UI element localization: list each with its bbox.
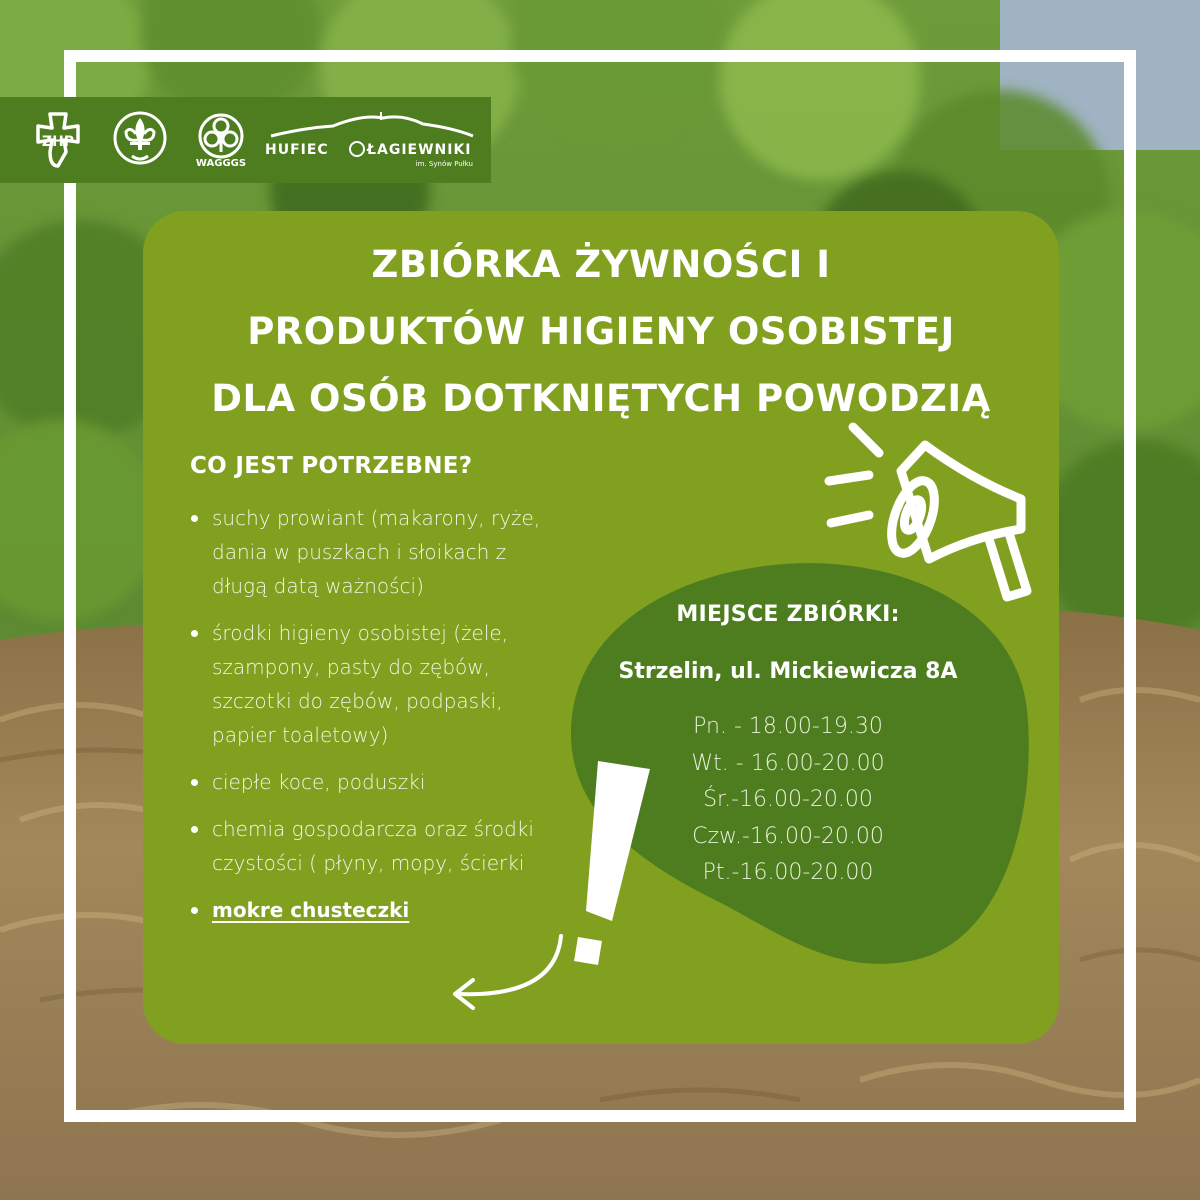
list-item: ciepłe koce, poduszki bbox=[190, 765, 550, 799]
logo-bar bbox=[0, 97, 491, 183]
title-line-2: PRODUKTÓW HIGIENY OSOBISTEJ bbox=[247, 310, 955, 353]
wosm-logo bbox=[108, 97, 172, 183]
info-card bbox=[143, 211, 1059, 1044]
megaphone-icon bbox=[821, 419, 1051, 609]
wagggs-logo-text: WAGGGS bbox=[195, 157, 247, 169]
title-line-1: ZBIÓRKA ŻYWNOŚCI I bbox=[371, 243, 831, 286]
needs-list bbox=[190, 501, 550, 940]
curved-arrow-icon bbox=[443, 926, 573, 1026]
zhp-logo bbox=[26, 97, 90, 183]
hufiec-lagiewniki-logo bbox=[262, 97, 480, 183]
hours-item: Wt. - 16.00-20.00 bbox=[691, 750, 885, 776]
zhp-cross-logo-icon bbox=[30, 112, 86, 168]
list-item: chemia gospodarcza oraz środki czystości ( płyny, mopy, ścierki bbox=[190, 812, 550, 880]
trefoil-logo-icon bbox=[196, 112, 246, 160]
lagiewniki-logo-text: ŁAGIEWNIKI bbox=[367, 142, 472, 158]
hours-item: Pt.-16.00-20.00 bbox=[702, 860, 874, 885]
needs-heading: CO JEST POTRZEBNE? bbox=[190, 453, 473, 479]
list-item-highlighted: mokre chusteczki bbox=[190, 893, 550, 927]
wagggs-logo bbox=[188, 97, 254, 183]
hours-item: Czw.-16.00-20.00 bbox=[692, 823, 884, 849]
hours-item: Śr.-16.00-20.00 bbox=[703, 787, 873, 812]
hufiec-lagiewniki-logo-icon bbox=[263, 110, 479, 170]
opening-hours bbox=[613, 709, 963, 892]
list-item: suchy prowiant (makarony, ryże, dania w puszkach i słoikach z długą datą ważności) bbox=[190, 501, 550, 603]
title-line-3: DLA OSÓB DOTKNIĘTYCH POWODZIĄ bbox=[211, 377, 991, 420]
page-title bbox=[143, 231, 1059, 432]
location-address: Strzelin, ul. Mickiewicza 8A bbox=[618, 659, 958, 684]
hours-item: Pn. - 18.00-19.30 bbox=[693, 714, 883, 739]
fleur-de-lis-logo-icon bbox=[112, 110, 168, 170]
zhp-logo-text: ZHP bbox=[41, 134, 75, 150]
list-item: środki higieny osobistej (żele, szampony, pasty do zębów, szczotki do zębów, podpaski, papier toaletowy) bbox=[190, 616, 550, 752]
hufiec-subtitle-text: im. Synów Pułku bbox=[415, 160, 473, 168]
hufiec-logo-text: HUFIEC bbox=[265, 142, 329, 158]
exclamation-mark-icon bbox=[568, 751, 658, 991]
location-heading: MIEJSCE ZBIÓRKI: bbox=[676, 602, 900, 627]
